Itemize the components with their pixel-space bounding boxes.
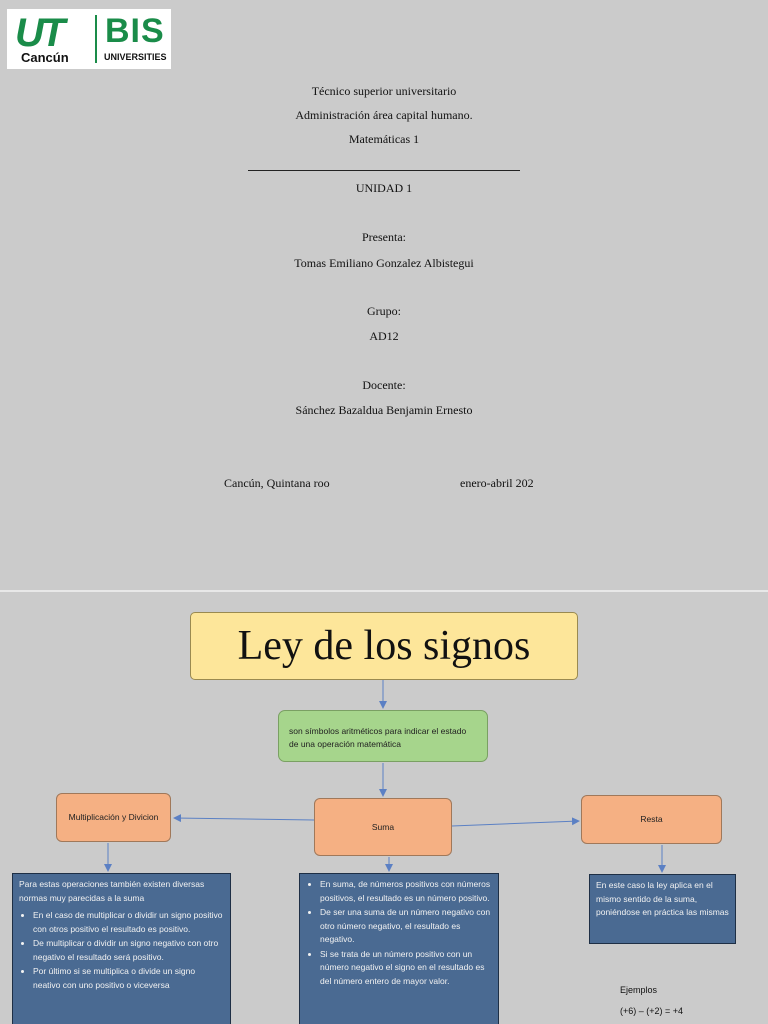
list-item: • En suma, de números positivos con números positivos, el resultado es un número positivo. xyxy=(320,878,492,905)
definition-text: son símbolos aritméticos para indicar el estado de una operación matemática xyxy=(289,726,467,749)
suma-label: Suma xyxy=(371,821,395,832)
cover-program: Técnico superior universitario xyxy=(311,84,457,98)
docente-label: Docente: xyxy=(362,378,406,392)
resta-node xyxy=(581,795,722,844)
cover-divider-line xyxy=(248,170,520,171)
list-item: • Por último si se multiplica o divide un signo neativo con uno positivo o viceversa xyxy=(33,965,224,992)
definition-box xyxy=(278,710,488,762)
cover-period: enero-abril 202 xyxy=(460,476,534,490)
logo-universities-text: UNIVERSITIES xyxy=(104,52,167,62)
resta-rule-text: En este caso la ley aplica en el mismo sentido de la suma, poniéndose en práctica las mismas xyxy=(596,880,729,917)
grupo-value: AD12 xyxy=(369,329,399,343)
mult-div-label: Multiplicación y Divicion xyxy=(68,812,159,822)
cover-place: Cancún, Quintana roo xyxy=(224,476,330,490)
resta-rules-box xyxy=(589,874,736,944)
suma-node xyxy=(314,798,452,856)
logo-ut-mark: UT xyxy=(15,11,63,55)
mult-div-node xyxy=(56,793,171,842)
suma-rules-box xyxy=(299,873,499,1024)
example-1: (+6) – (+2) = +4 xyxy=(620,1006,684,1016)
list-item: • En el caso de multiplicar o dividir un signo positivo con otros positivo el resultado es positivo. xyxy=(33,909,224,936)
concept-map-page xyxy=(0,592,768,1024)
grupo-label: Grupo: xyxy=(367,304,401,318)
presenta-label: Presenta: xyxy=(362,230,406,244)
student-name: Tomas Emiliano Gonzalez Albistegui xyxy=(294,256,474,270)
university-logo xyxy=(7,9,171,69)
mult-div-rules-box xyxy=(12,873,231,1024)
list-item: • De ser una suma de un número negativo con otro número negativo, el resultado es negativo. xyxy=(320,906,492,947)
cover-area: Administración área capital humano. xyxy=(295,108,473,122)
suma-rules-list xyxy=(306,878,492,988)
map-title-box xyxy=(190,612,578,680)
logo-divider xyxy=(95,15,97,63)
list-item: • Si se trata de un número positivo con un número negativo el signo en el resultado es del número entero de mayor valor. xyxy=(320,948,492,989)
logo-bis-mark: BIS xyxy=(105,12,165,50)
docente-name: Sánchez Bazaldua Benjamin Ernesto xyxy=(295,403,473,417)
logo-cancun-text: Cancún xyxy=(21,50,69,65)
examples-label: Ejemplos xyxy=(620,985,658,995)
arrow-suma-to-resta xyxy=(452,821,579,826)
cover-unit: UNIDAD 1 xyxy=(355,181,413,195)
mult-div-rules-list xyxy=(19,909,224,992)
cover-subject: Matemáticas 1 xyxy=(348,132,420,146)
arrow-suma-to-mult xyxy=(174,818,314,820)
list-item: • De multiplicar o dividir un signo negativo con otro negativo el resultado será positivo. xyxy=(33,937,224,964)
map-title: Ley de los signos xyxy=(237,623,531,669)
resta-label: Resta xyxy=(640,814,663,824)
mult-div-intro: Para estas operaciones también existen diversas normas muy parecidas a la suma xyxy=(19,879,205,903)
